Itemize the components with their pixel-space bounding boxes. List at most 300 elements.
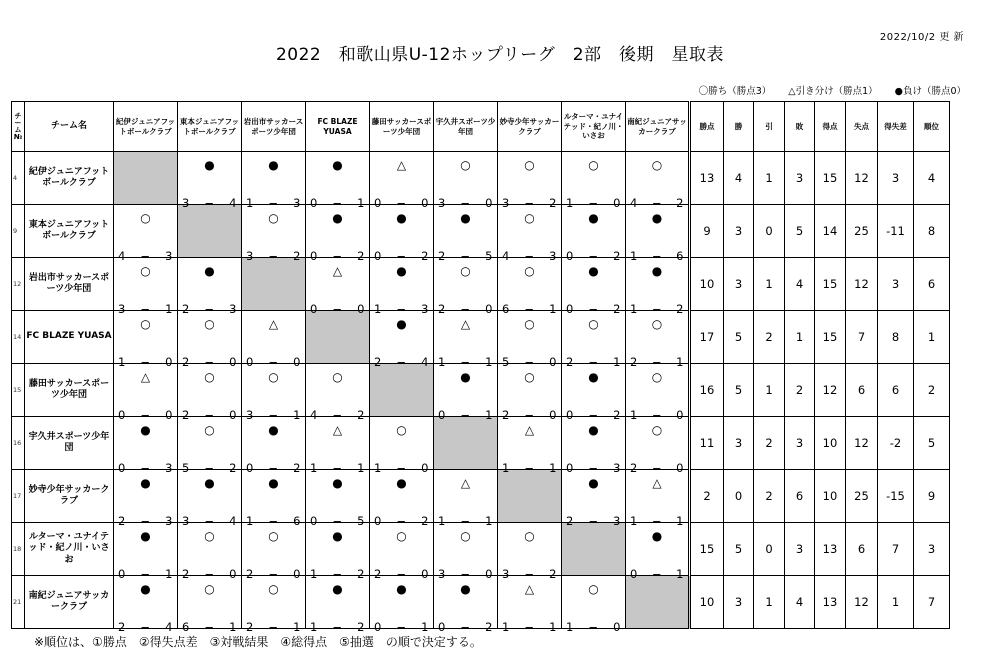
score-dash: − xyxy=(268,249,279,263)
score-dash: − xyxy=(396,461,407,475)
score-dash: − xyxy=(460,196,471,210)
team-stat: 1 xyxy=(754,576,785,629)
score-for: 1 xyxy=(630,514,638,528)
self-match-cell xyxy=(626,576,690,629)
score-dash: − xyxy=(332,196,343,210)
result-mark: ● xyxy=(332,529,343,543)
match-result-cell xyxy=(178,523,242,581)
team-row xyxy=(12,152,950,205)
score-against: 0 xyxy=(485,302,493,316)
score-for: 2 xyxy=(374,355,382,369)
score-dash: − xyxy=(588,302,599,316)
header-stat: 得点 xyxy=(815,102,846,152)
header-row xyxy=(12,102,950,152)
team-stat: 13 xyxy=(690,152,724,205)
score-against: 0 xyxy=(293,355,301,369)
result-mark: △ xyxy=(524,423,535,437)
score-dash: − xyxy=(524,196,535,210)
result-mark: ● xyxy=(396,211,407,225)
team-stat: 4 xyxy=(724,152,754,205)
match-result-cell xyxy=(562,470,626,528)
match-result-cell xyxy=(114,576,178,634)
result-mark: ○ xyxy=(396,529,407,543)
score-against: 1 xyxy=(357,196,365,210)
result-mark: ● xyxy=(332,211,343,225)
score-for: 1 xyxy=(310,461,318,475)
match-result-cell xyxy=(626,152,690,210)
result-mark: ○ xyxy=(651,317,663,331)
score-dash: − xyxy=(332,249,343,263)
score-against: 6 xyxy=(676,249,684,263)
result-mark: ○ xyxy=(268,370,279,384)
score-against: 1 xyxy=(293,620,301,634)
team-stat: 1 xyxy=(785,311,815,364)
score-for: 1 xyxy=(566,620,574,634)
score-dash: − xyxy=(651,461,663,475)
score-for: 1 xyxy=(502,461,510,475)
score-against: 5 xyxy=(485,249,493,263)
result-mark: ○ xyxy=(524,211,535,225)
match-result-cell xyxy=(114,417,178,475)
legend-draw: △引き分け（勝点1） xyxy=(788,86,878,97)
score-against: 3 xyxy=(613,461,621,475)
score-dash: − xyxy=(396,620,407,634)
score-against: 2 xyxy=(421,514,429,528)
score-dash: − xyxy=(268,408,279,422)
score-dash: − xyxy=(140,461,151,475)
result-mark: ○ xyxy=(204,582,215,596)
score-for: 0 xyxy=(374,620,382,634)
score-against: 0 xyxy=(229,567,237,581)
match-result-cell xyxy=(306,152,370,210)
score-dash: − xyxy=(524,302,535,316)
team-stat: 10 xyxy=(690,576,724,629)
score-for: 2 xyxy=(438,302,446,316)
match-result-cell xyxy=(370,311,434,369)
result-mark: ○ xyxy=(588,582,599,596)
score-for: 0 xyxy=(374,249,382,263)
result-mark: ● xyxy=(332,158,343,172)
result-mark: ● xyxy=(396,476,407,490)
team-number: 4 xyxy=(12,152,25,205)
team-stat: 3 xyxy=(724,576,754,629)
score-for: 2 xyxy=(182,408,190,422)
score-against: 2 xyxy=(357,408,365,422)
score-for: 2 xyxy=(182,567,190,581)
score-for: 0 xyxy=(374,514,382,528)
score-against: 1 xyxy=(549,461,557,475)
score-for: 1 xyxy=(310,620,318,634)
score-dash: − xyxy=(396,514,407,528)
score-against: 2 xyxy=(357,620,365,634)
team-stat: 3 xyxy=(724,205,754,258)
legend-win: 〇勝ち（勝点3） xyxy=(698,86,772,97)
score-for: 3 xyxy=(182,196,190,210)
score-against: 4 xyxy=(421,355,429,369)
match-result-cell xyxy=(434,258,498,316)
team-stat: 5 xyxy=(724,523,754,576)
score-for: 1 xyxy=(246,514,254,528)
score-dash: − xyxy=(651,355,663,369)
result-mark: ○ xyxy=(460,529,471,543)
result-mark: ○ xyxy=(460,264,471,278)
result-mark: △ xyxy=(652,476,662,490)
team-stat: 13 xyxy=(815,523,846,576)
team-stat: 5 xyxy=(724,311,754,364)
result-mark: ● xyxy=(204,158,215,172)
team-stat: 2 xyxy=(754,470,785,523)
team-row xyxy=(12,364,950,417)
result-mark: △ xyxy=(524,582,535,596)
team-stat: 12 xyxy=(846,258,878,311)
score-against: 2 xyxy=(357,249,365,263)
score-dash: − xyxy=(651,567,663,581)
match-result-cell xyxy=(178,258,242,316)
match-result-cell xyxy=(242,417,306,475)
match-result-cell xyxy=(626,470,690,528)
score-against: 2 xyxy=(549,567,557,581)
match-result-cell xyxy=(306,364,370,422)
score-against: 1 xyxy=(676,514,684,528)
team-name: 岩出市サッカースポーツ少年団 xyxy=(25,258,114,311)
result-mark: △ xyxy=(460,317,471,331)
score-against: 2 xyxy=(613,302,621,316)
match-result-cell xyxy=(114,470,178,528)
score-dash: − xyxy=(204,355,215,369)
result-mark: ● xyxy=(651,529,663,543)
match-result-cell xyxy=(434,205,498,263)
self-match-cell xyxy=(498,470,562,523)
match-result-cell xyxy=(178,417,242,475)
result-mark: ● xyxy=(204,476,215,490)
header-team-number xyxy=(12,102,25,152)
score-dash: − xyxy=(460,514,471,528)
team-number: 21 xyxy=(12,576,25,629)
team-stat: 3 xyxy=(724,258,754,311)
legend-loss: ●負け（勝点0） xyxy=(894,86,966,97)
ranking-note: ※順位は、①勝点 ②得失点差 ③対戦結果 ④総得点 ⑤抽選 の順で決定する。 xyxy=(34,635,482,649)
self-match-cell xyxy=(114,152,178,205)
match-result-cell xyxy=(242,205,306,263)
score-against: 3 xyxy=(421,302,429,316)
score-for: 1 xyxy=(310,567,318,581)
score-against: 4 xyxy=(229,196,237,210)
score-dash: − xyxy=(140,302,151,316)
team-stat: 12 xyxy=(846,417,878,470)
score-for: 2 xyxy=(118,514,126,528)
score-for: 6 xyxy=(502,302,510,316)
team-stat: 0 xyxy=(754,205,785,258)
result-mark: ○ xyxy=(204,370,215,384)
match-result-cell xyxy=(562,258,626,316)
score-for: 0 xyxy=(310,249,318,263)
score-dash: − xyxy=(268,620,279,634)
standings-table xyxy=(11,101,950,634)
match-result-cell xyxy=(370,205,434,263)
team-stat: -2 xyxy=(878,417,914,470)
team-stat: -11 xyxy=(878,205,914,258)
score-for: 5 xyxy=(502,355,510,369)
team-stat: 8 xyxy=(878,311,914,364)
team-name: 紀伊ジュニアフットボールクラブ xyxy=(25,152,114,205)
team-row xyxy=(12,258,950,311)
result-mark: ○ xyxy=(332,370,343,384)
page-title: 2022 和歌山県U-12ホップリーグ 2部 後期 星取表 xyxy=(275,45,725,65)
team-stat: 4 xyxy=(785,258,815,311)
result-mark: ○ xyxy=(651,158,663,172)
result-mark: ● xyxy=(588,476,599,490)
score-for: 3 xyxy=(502,196,510,210)
match-result-cell xyxy=(562,205,626,263)
match-result-cell xyxy=(562,417,626,475)
team-stat: 15 xyxy=(815,152,846,205)
score-against: 0 xyxy=(549,355,557,369)
result-mark: ● xyxy=(332,476,343,490)
result-mark: ○ xyxy=(524,529,535,543)
score-against: 2 xyxy=(293,249,301,263)
score-against: 3 xyxy=(165,249,173,263)
team-stat: 1 xyxy=(754,152,785,205)
result-mark: ○ xyxy=(524,317,535,331)
score-against: 4 xyxy=(229,514,237,528)
team-stat: 1 xyxy=(878,576,914,629)
score-dash: − xyxy=(588,620,599,634)
score-against: 1 xyxy=(293,408,301,422)
header-stat: 勝 xyxy=(724,102,754,152)
score-for: 1 xyxy=(438,514,446,528)
match-result-cell xyxy=(306,417,370,475)
self-match-cell xyxy=(434,417,498,470)
score-against: 1 xyxy=(613,355,621,369)
legend xyxy=(685,83,966,97)
result-mark: △ xyxy=(332,423,343,437)
score-dash: − xyxy=(524,355,535,369)
team-stat: 5 xyxy=(724,364,754,417)
score-for: 3 xyxy=(246,408,254,422)
score-dash: − xyxy=(332,514,343,528)
team-stat: 7 xyxy=(878,523,914,576)
match-result-cell xyxy=(498,523,562,581)
result-mark: ○ xyxy=(268,211,279,225)
score-dash: − xyxy=(651,514,663,528)
result-mark: ○ xyxy=(588,317,599,331)
team-name: 南紀ジュニアサッカークラブ xyxy=(25,576,114,629)
team-row xyxy=(12,576,950,629)
team-name: 藤田サッカースポーツ少年団 xyxy=(25,364,114,417)
team-stat: 12 xyxy=(815,364,846,417)
score-against: 1 xyxy=(485,514,493,528)
score-against: 0 xyxy=(485,196,493,210)
team-stat: 11 xyxy=(690,417,724,470)
team-stat: 3 xyxy=(878,258,914,311)
result-mark: ○ xyxy=(588,158,599,172)
match-result-cell xyxy=(306,258,370,316)
score-dash: − xyxy=(524,249,535,263)
score-against: 2 xyxy=(676,196,684,210)
match-result-cell xyxy=(626,417,690,475)
team-row xyxy=(12,523,950,576)
score-for: 1 xyxy=(374,302,382,316)
score-dash: − xyxy=(588,196,599,210)
team-stat: 15 xyxy=(815,258,846,311)
score-dash: − xyxy=(588,249,599,263)
score-dash: − xyxy=(460,355,471,369)
match-result-cell xyxy=(242,152,306,210)
score-dash: − xyxy=(332,567,343,581)
score-against: 1 xyxy=(549,302,557,316)
standings-body xyxy=(12,152,950,634)
score-dash: − xyxy=(204,620,215,634)
result-mark: ○ xyxy=(140,317,151,331)
score-against: 0 xyxy=(421,461,429,475)
self-match-cell xyxy=(178,205,242,258)
score-for: 1 xyxy=(118,355,126,369)
score-against: 0 xyxy=(676,461,684,475)
match-result-cell xyxy=(434,311,498,369)
team-stat: 6 xyxy=(878,364,914,417)
team-stat: 3 xyxy=(785,152,815,205)
header-opponent: 紀伊ジュニアフットボールクラブ xyxy=(114,102,178,152)
self-match-cell xyxy=(242,258,306,311)
header-opponent: 妙寺少年サッカークラブ xyxy=(498,102,562,152)
header-team-name: チーム名 xyxy=(25,102,114,152)
team-stat: 1 xyxy=(754,364,785,417)
score-against: 0 xyxy=(613,620,621,634)
result-mark: ○ xyxy=(651,370,663,384)
team-number: 15 xyxy=(12,364,25,417)
match-result-cell xyxy=(498,152,562,210)
header-stat: 失点 xyxy=(846,102,878,152)
result-mark: ○ xyxy=(204,529,215,543)
result-mark: ● xyxy=(140,582,151,596)
score-dash: − xyxy=(204,567,215,581)
score-against: 0 xyxy=(421,196,429,210)
score-for: 3 xyxy=(502,567,510,581)
match-result-cell xyxy=(306,576,370,634)
score-dash: − xyxy=(140,620,151,634)
score-against: 3 xyxy=(165,461,173,475)
score-against: 0 xyxy=(485,567,493,581)
team-stat: 8 xyxy=(914,205,950,258)
team-stat: 3 xyxy=(878,152,914,205)
team-stat: 1 xyxy=(914,311,950,364)
self-match-cell xyxy=(306,311,370,364)
team-stat: 3 xyxy=(785,523,815,576)
score-dash: − xyxy=(140,355,151,369)
score-dash: − xyxy=(268,514,279,528)
match-result-cell xyxy=(434,470,498,528)
score-for: 0 xyxy=(246,355,254,369)
self-match-cell xyxy=(370,364,434,417)
result-mark: ● xyxy=(651,211,663,225)
score-against: 3 xyxy=(549,249,557,263)
score-dash: − xyxy=(268,567,279,581)
score-dash: − xyxy=(268,355,279,369)
score-dash: − xyxy=(588,408,599,422)
result-mark: ○ xyxy=(524,264,535,278)
score-for: 0 xyxy=(310,196,318,210)
score-dash: − xyxy=(204,408,215,422)
team-number: 16 xyxy=(12,417,25,470)
result-mark: △ xyxy=(332,264,343,278)
team-row xyxy=(12,311,950,364)
score-dash: − xyxy=(524,567,535,581)
team-stat: 0 xyxy=(724,470,754,523)
match-result-cell xyxy=(114,311,178,369)
score-dash: − xyxy=(460,249,471,263)
score-dash: − xyxy=(204,514,215,528)
result-mark: △ xyxy=(396,158,407,172)
score-against: 1 xyxy=(357,461,365,475)
score-against: 2 xyxy=(421,249,429,263)
score-against: 3 xyxy=(293,196,301,210)
header-stat: 勝点 xyxy=(690,102,724,152)
score-dash: − xyxy=(332,302,343,316)
score-against: 0 xyxy=(229,355,237,369)
score-for: 0 xyxy=(438,620,446,634)
score-for: 1 xyxy=(630,302,638,316)
score-against: 0 xyxy=(549,408,557,422)
score-for: 0 xyxy=(630,567,638,581)
result-mark: △ xyxy=(268,317,279,331)
score-for: 1 xyxy=(246,196,254,210)
score-dash: − xyxy=(204,196,215,210)
team-stat: 6 xyxy=(846,523,878,576)
result-mark: ● xyxy=(460,211,471,225)
match-result-cell xyxy=(242,364,306,422)
score-against: 1 xyxy=(549,620,557,634)
team-stat: 4 xyxy=(914,152,950,205)
team-number: 9 xyxy=(12,205,25,258)
score-against: 0 xyxy=(421,567,429,581)
header-stat: 引 xyxy=(754,102,785,152)
result-mark: ○ xyxy=(268,529,279,543)
score-against: 1 xyxy=(676,567,684,581)
score-for: 0 xyxy=(566,408,574,422)
match-result-cell xyxy=(370,576,434,634)
header-stat: 順位 xyxy=(914,102,950,152)
score-for: 2 xyxy=(182,302,190,316)
header-opponent: 藤田サッカースポーツ少年団 xyxy=(370,102,434,152)
score-dash: − xyxy=(140,514,151,528)
match-result-cell xyxy=(114,205,178,263)
result-mark: ● xyxy=(588,370,599,384)
result-mark: ● xyxy=(588,264,599,278)
score-against: 3 xyxy=(613,514,621,528)
match-result-cell xyxy=(562,152,626,210)
match-result-cell xyxy=(370,258,434,316)
team-stat: 9 xyxy=(690,205,724,258)
team-stat: 3 xyxy=(724,417,754,470)
score-against: 1 xyxy=(165,567,173,581)
score-for: 2 xyxy=(630,355,638,369)
result-mark: ○ xyxy=(140,264,151,278)
score-for: 3 xyxy=(246,249,254,263)
team-stat: 10 xyxy=(690,258,724,311)
header-stat: 敗 xyxy=(785,102,815,152)
match-result-cell xyxy=(498,205,562,263)
match-result-cell xyxy=(242,576,306,634)
result-mark: ● xyxy=(588,423,599,437)
result-mark: ● xyxy=(268,476,279,490)
result-mark: ○ xyxy=(524,158,535,172)
score-dash: − xyxy=(268,461,279,475)
team-stat: 25 xyxy=(846,205,878,258)
score-for: 2 xyxy=(246,620,254,634)
header-opponent: FC BLAZE YUASA xyxy=(306,102,370,152)
score-for: 5 xyxy=(182,461,190,475)
result-mark: ○ xyxy=(524,370,535,384)
